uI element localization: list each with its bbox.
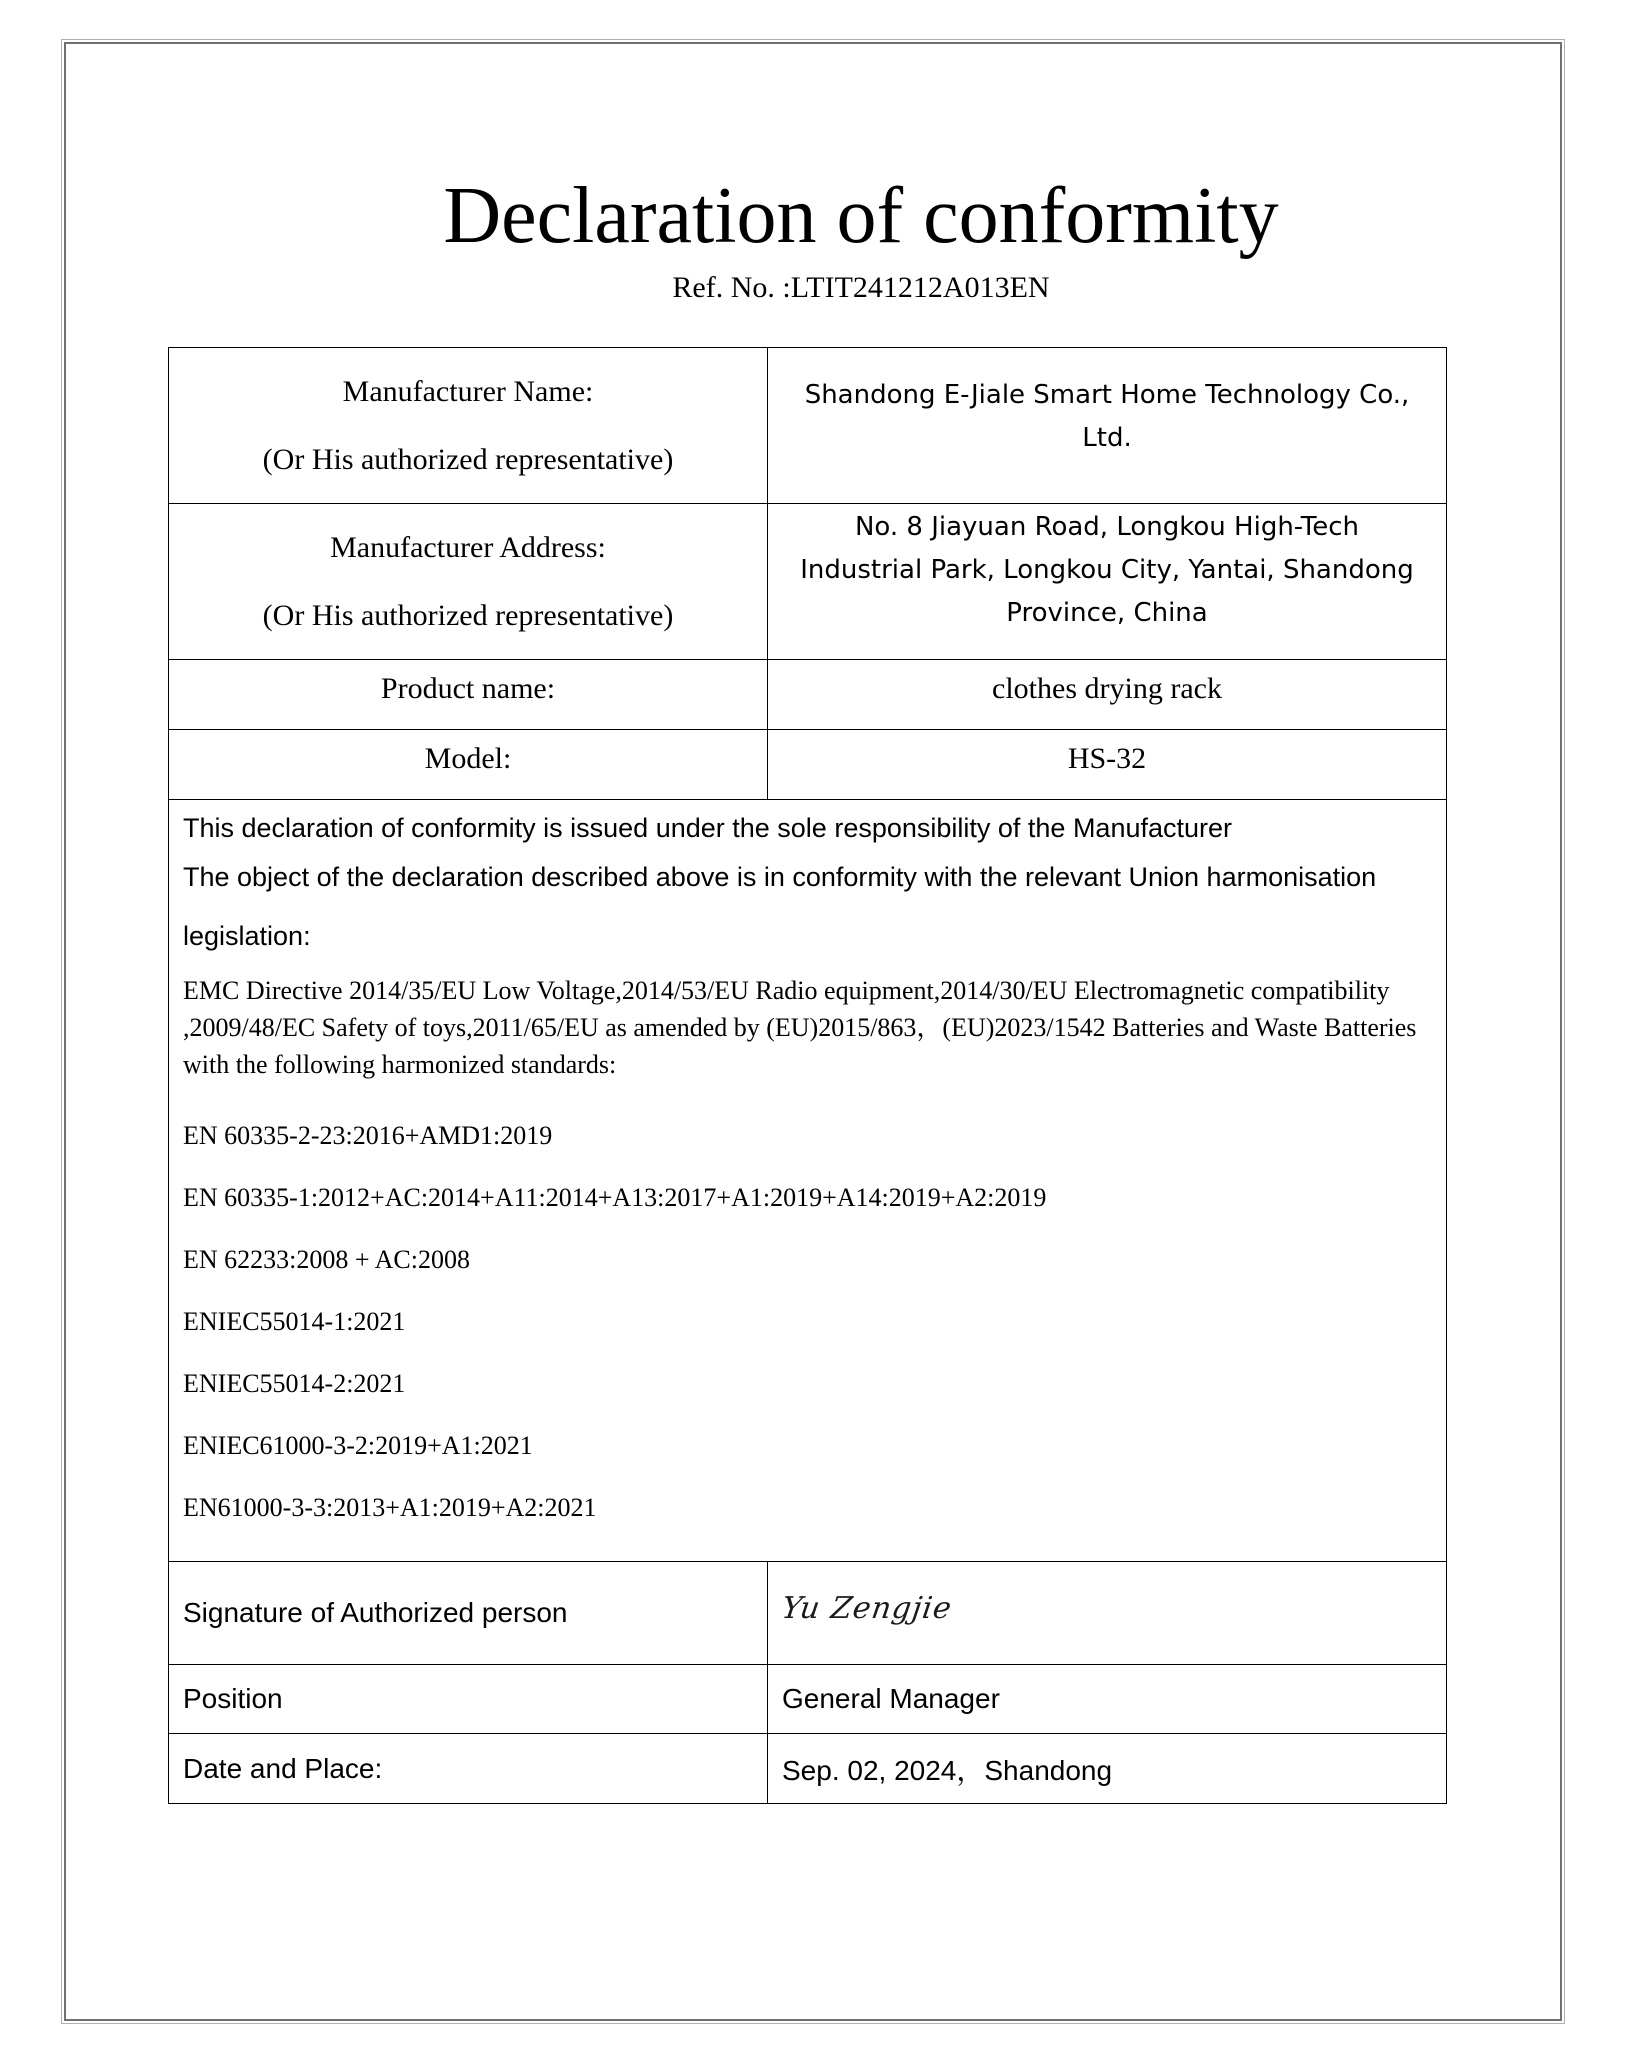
manufacturer-name-row [169, 348, 1447, 504]
model-value: HS-32 [768, 730, 1447, 800]
manufacturer-address-row [169, 504, 1447, 660]
handwritten-signature: Yu Zengjie [779, 1590, 955, 1626]
declaration-conformity-text: The object of the declaration described above is in conformity with the relevant Union harmonisation legislation: [183, 862, 1377, 951]
position-row [169, 1665, 1447, 1734]
date-place-value: Sep. 02, 2024，Shandong [768, 1734, 1447, 1804]
manufacturer-address-label: Manufacturer Address: [330, 530, 606, 564]
manufacturer-name-value: Shandong E-Jiale Smart Home Technology Co., Ltd. [768, 348, 1447, 504]
product-name-value: clothes drying rack [768, 660, 1447, 730]
manufacturer-name-label-cell [169, 348, 768, 504]
directives-text: EMC Directive 2014/35/EU Low Voltage,2014/53/EU Radio equipment,2014/30/EU Electromagnetic compatibility ,2009/48/EC Safety of toys,2011/65/EU as amended by (EU)2015/863，(EU)2023/1542 Batteries and Waste Batteries with the following harmonized standards: [183, 976, 1417, 1079]
manufacturer-address-label-cell [169, 504, 768, 660]
model-row [169, 730, 1447, 800]
standard-item: EN 62233:2008 + AC:2008 [183, 1245, 470, 1274]
standard-item: EN 60335-1:2012+AC:2014+A11:2014+A13:2017+A1:2019+A14:2019+A2:2019 [183, 1183, 1047, 1212]
declaration-table [168, 347, 1447, 1804]
declaration-body-row [169, 800, 1447, 1562]
date-place-row [169, 1734, 1447, 1804]
document-title: Declaration of conformity [443, 172, 1279, 260]
signature-label: Signature of Authorized person [169, 1562, 768, 1665]
manufacturer-address-sublabel: (Or His authorized representative) [262, 598, 674, 632]
declaration-responsibility-text: This declaration of conformity is issued under the sole responsibility of the Manufacturer [183, 813, 1233, 843]
standard-item: ENIEC55014-1:2021 [183, 1307, 406, 1336]
position-label: Position [169, 1665, 768, 1734]
manufacturer-name-label: Manufacturer Name: [342, 374, 594, 408]
date-place-label: Date and Place: [169, 1734, 768, 1804]
manufacturer-address-value: No. 8 Jiayuan Road, Longkou High-Tech Industrial Park, Longkou City, Yantai, Shandong Province, China [768, 504, 1447, 660]
model-label: Model: [169, 730, 768, 800]
product-name-row [169, 660, 1447, 730]
reference-number: Ref. No. :LTIT241212A013EN [672, 271, 1050, 304]
declaration-body [169, 800, 1447, 1562]
standard-item: EN61000-3-3:2013+A1:2019+A2:2021 [183, 1493, 597, 1522]
signature-row [169, 1562, 1447, 1665]
standard-item: ENIEC55014-2:2021 [183, 1369, 406, 1398]
manufacturer-name-sublabel: (Or His authorized representative) [262, 442, 674, 476]
position-value: General Manager [768, 1665, 1447, 1734]
standard-item: ENIEC61000-3-2:2019+A1:2021 [183, 1431, 533, 1460]
signature-cell [768, 1562, 1447, 1665]
product-name-label: Product name: [169, 660, 768, 730]
standard-item: EN 60335-2-23:2016+AMD1:2019 [183, 1121, 553, 1150]
